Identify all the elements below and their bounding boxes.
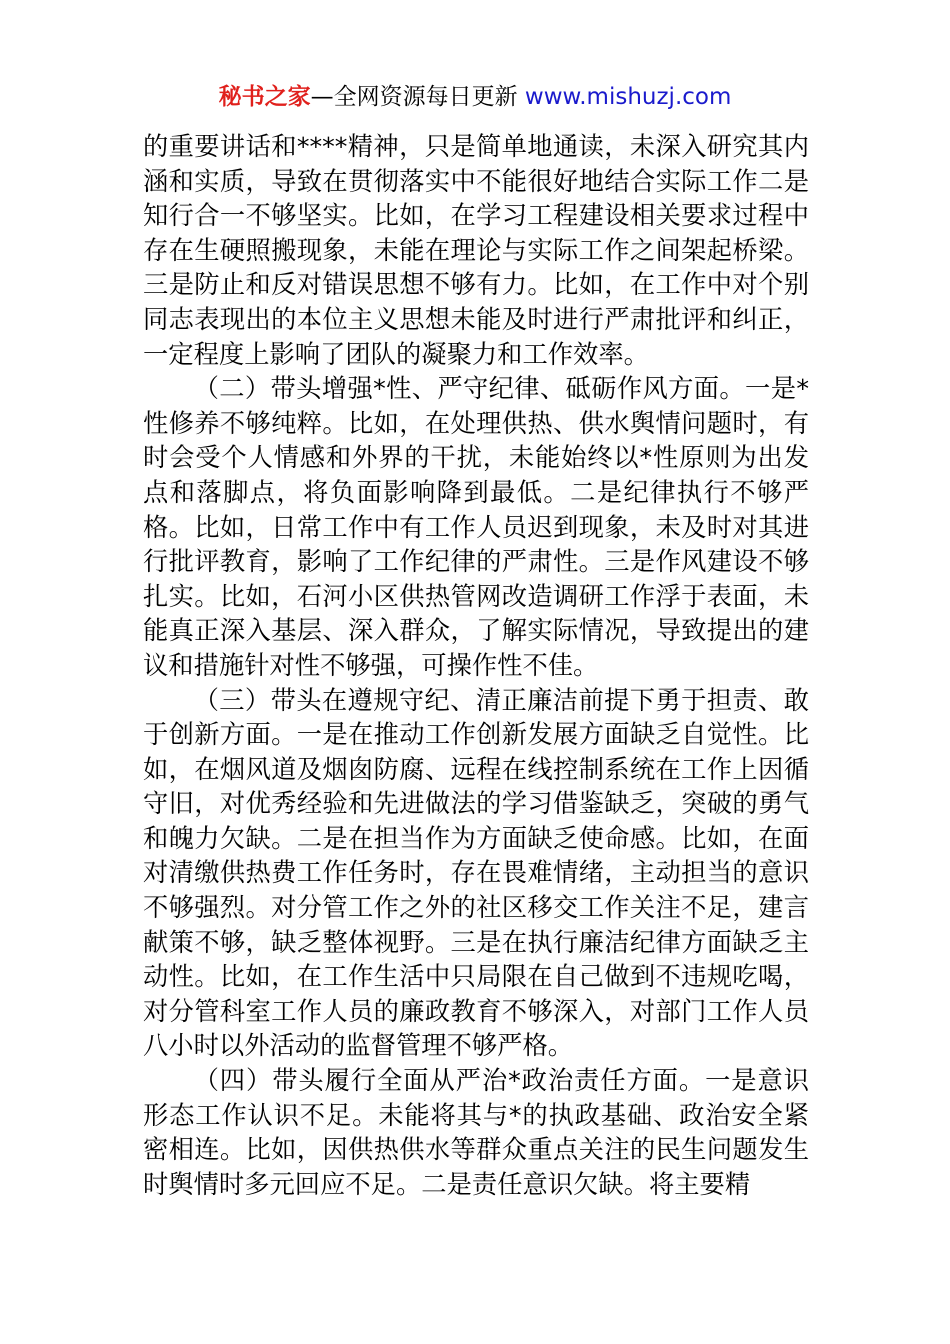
- document-body: [143, 130, 809, 1202]
- paragraph-section-2: （二）带头增强*性、严守纪律、砥砺作风方面。一是*性修养不够纯粹。比如，在处理供热、供水舆情问题时，有时会受个人情感和外界的干扰，未能始终以*性原则为出发点和落脚点，将负面影响降到最低。二是纪律执行不够严格。比如，日常工作中有工作人员迟到现象，未及时对其进行批评教育，影响了工作纪律的严肃性。三是作风建设不够扎实。比如，石河小区供热管网改造调研工作浮于表面，未能真正深入基层、深入群众，了解实际情况，导致提出的建议和措施针对性不够强，可操作性不佳。: [143, 374, 809, 680]
- site-brand: 秘书之家: [218, 84, 311, 110]
- site-tagline: —全网资源每日更新: [310, 84, 525, 110]
- site-header: [0, 80, 950, 114]
- paragraph-continuation: 的重要讲话和****精神，只是简单地通读，未深入研究其内涵和实质，导致在贯彻落实中不能很好地结合实际工作二是知行合一不够坚实。比如，在学习工程建设相关要求过程中存在生硬照搬现象，未能在理论与实际工作之间架起桥梁。三是防止和反对错误思想不够有力。比如，在工作中对个别同志表现出的本位主义思想未能及时进行严肃批评和纠正，一定程度上影响了团队的凝聚力和工作效率。: [143, 132, 809, 369]
- site-url-link[interactable]: www.mishuzj.com: [524, 84, 732, 110]
- paragraph-section-4: （四）带头履行全面从严治*政治责任方面。一是意识形态工作认识不足。未能将其与*的执政基础、政治安全紧密相连。比如，因供热供水等群众重点关注的民生问题发生时舆情时多元回应不足。二是责任意识欠缺。将主要精: [143, 1066, 809, 1199]
- paragraph-section-3: （三）带头在遵规守纪、清正廉洁前提下勇于担责、敢于创新方面。一是在推动工作创新发展方面缺乏自觉性。比如，在烟风道及烟囱防腐、远程在线控制系统在工作上因循守旧，对优秀经验和先进做法的学习借鉴缺乏，突破的勇气和魄力欠缺。二是在担当作为方面缺乏使命感。比如，在面对清缴供热费工作任务时，存在畏难情绪，主动担当的意识不够强烈。对分管工作之外的社区移交工作关注不足，建言献策不够，缺乏整体视野。三是在执行廉洁纪律方面缺乏主动性。比如，在工作生活中只局限在自己做到不违规吃喝，对分管科室工作人员的廉政教育不够深入，对部门工作人员八小时以外活动的监督管理不够严格。: [143, 685, 809, 1061]
